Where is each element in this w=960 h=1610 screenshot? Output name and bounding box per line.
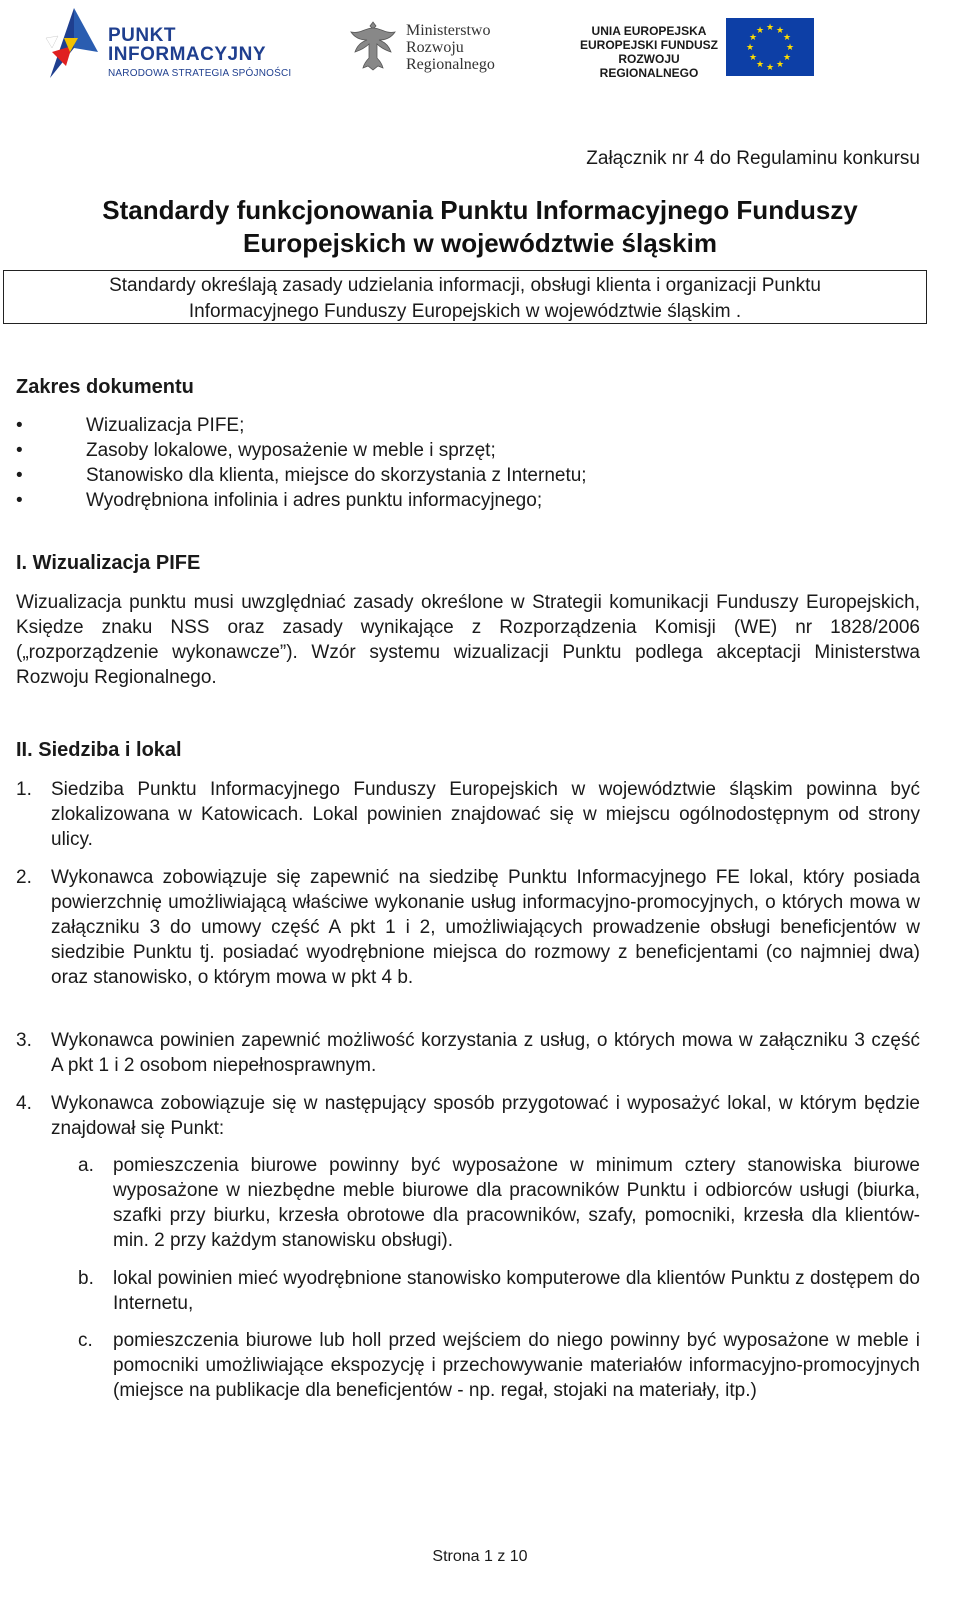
ministry-logo-line1: Ministerstwo [406,22,491,39]
svg-text:★: ★ [765,63,775,73]
punkt-star-icon [44,8,104,84]
item-text: Siedziba Punktu Informacyjnego Funduszy Europejskich w województwie śląskim powinna być zlokalizowana w Katowicach. Lokal powinien znajdować się w miejscu ogólnodostępnym od strony ulicy. [51,779,920,850]
intro-line1: Standardy określają zasady udzielania informacji, obsługi klienta i organizacji Punktu [109,275,821,296]
section1-heading: I. Wizualizacja PIFE [16,552,201,574]
item-number: 4. [16,1093,32,1114]
bullet-icon: • [16,490,23,511]
svg-text:★: ★ [748,53,758,63]
svg-text:★: ★ [748,33,758,43]
bullet-icon: • [16,465,23,486]
punkt-logo-line3: NARODOWA STRATEGIA SPÓJNOŚCI [108,68,292,79]
svg-text:★: ★ [775,26,785,36]
item-text: lokal powinien mieć wyodrębnione stanowisko komputerowe dla klientów Punktu z dostępem do Internetu, [113,1268,920,1314]
eu-logo-line1: UNIA EUROPEJSKA [591,24,707,38]
ministry-logo-line3: Regionalnego [406,56,495,73]
title-line1: Standardy funkcjonowania Punktu Informacyjnego Funduszy [102,195,858,225]
ministry-logo [348,16,508,78]
bullet-icon: • [16,440,23,461]
document-title [40,194,920,260]
svg-text:★: ★ [755,60,765,70]
eagle-emblem-icon [348,16,398,72]
svg-text:★: ★ [785,43,795,53]
punkt-informacyjny-logo [44,8,304,84]
page-footer: Strona 1 z 10 [432,1548,528,1565]
svg-text:★: ★ [755,26,765,36]
intro-line2: Informacyjnego Funduszy Europejskich w województwie śląskim . [188,301,742,322]
item-number: 3. [16,1030,32,1051]
svg-text:★: ★ [745,43,755,53]
scope-item: Stanowisko dla klienta, miejsce do skorzystania z Internetu; [86,465,587,486]
ministry-logo-line2: Rozwoju [406,39,464,56]
annex-label: Załącznik nr 4 do Regulaminu konkursu [586,148,920,169]
section1-text: Wizualizacja punktu musi uwzględniać zasady określone w Strategii komunikacji Funduszy Europejskich, Księdze znaku NSS oraz zasady wynikające z Rozporządzenia Komisji (WE) nr 1828/2006 („rozporządzenie wykonawcze”). Wzór systemu wizualizacji Punktu podlega akceptacji Ministerstwa Rozwoju Regionalnego. [16,592,920,688]
svg-text:★: ★ [782,33,792,43]
item-text: Wykonawca zobowiązuje się w następujący sposób przygotować i wyposażyć lokal, w którym będzie znajdował się Punkt: [51,1093,920,1139]
page-header [0,0,960,95]
eu-flag-icon [726,18,814,76]
scope-heading: Zakres dokumentu [16,376,194,398]
scope-item: Zasoby lokalowe, wyposażenie w meble i sprzęt; [86,440,496,461]
item-letter: b. [78,1268,94,1289]
item-text: pomieszczenia biurowe lub holl przed wejściem do niego powinny być wyposażone w meble i pomocniki umożliwiające ekspozycję i przechowywanie materiałów informacyjno-promocyjnych (miejsce na publikacje dla beneficjentów - np. regał, stojaki na materiały, itp.) [113,1330,920,1401]
eu-logo-line3: ROZWOJU REGIONALNEGO [599,52,699,80]
scope-item: Wyodrębniona infolinia i adres punktu informacyjnego; [86,490,543,511]
eu-logo-line2: EUROPEJSKI FUNDUSZ [579,38,719,52]
svg-text:★: ★ [775,60,785,70]
svg-text:★: ★ [765,23,775,33]
item-number: 1. [16,779,32,800]
item-number: 2. [16,867,32,888]
title-line2: Europejskich w województwie śląskim [243,228,717,258]
svg-text:★: ★ [782,53,792,63]
item-letter: a. [78,1155,94,1176]
item-letter: c. [78,1330,93,1351]
bullet-icon: • [16,415,23,436]
punkt-logo-line1: PUNKT [108,25,176,46]
item-text: pomieszczenia biurowe powinny być wyposażone w minimum cztery stanowiska biurowe wyposażone w niezbędne meble biurowe dla pracowników Punktu i odbiorców usługi (biurka, szafki przy biurku, krzesła obrotowe dla pracowników, szafy, pomocniki, krzesła dla klientów- min. 2 przy każdym stanowisku obsługi). [113,1155,920,1251]
eu-fund-logo [576,18,826,80]
item-text: Wykonawca powinien zapewnić możliwość korzystania z usług, o których mowa w załączniku 3 część A pkt 1 i 2 osobom niepełnosprawnym. [51,1030,920,1076]
item-text: Wykonawca zobowiązuje się zapewnić na siedzibę Punktu Informacyjnego FE lokal, który posiada powierzchnię umożliwiającą właściwe wykonanie usług informacyjno-promocyjnych, o których mowa w załączniku 3 do umowy część A pkt 1 i 2, umożliwiających prowadzenie obsługi beneficjentów w siedzibie Punktu tj. posiadać wyodrębnione miejsca do rozmowy z beneficjentami (co najmniej dwa) oraz stanowisko, o którym mowa w pkt 4 b. [51,867,920,988]
intro-box [3,270,927,324]
scope-item: Wizualizacja PIFE; [86,415,245,436]
section2-heading: II. Siedziba i lokal [16,739,182,761]
punkt-logo-line2: INFORMACYJNY [108,44,267,65]
